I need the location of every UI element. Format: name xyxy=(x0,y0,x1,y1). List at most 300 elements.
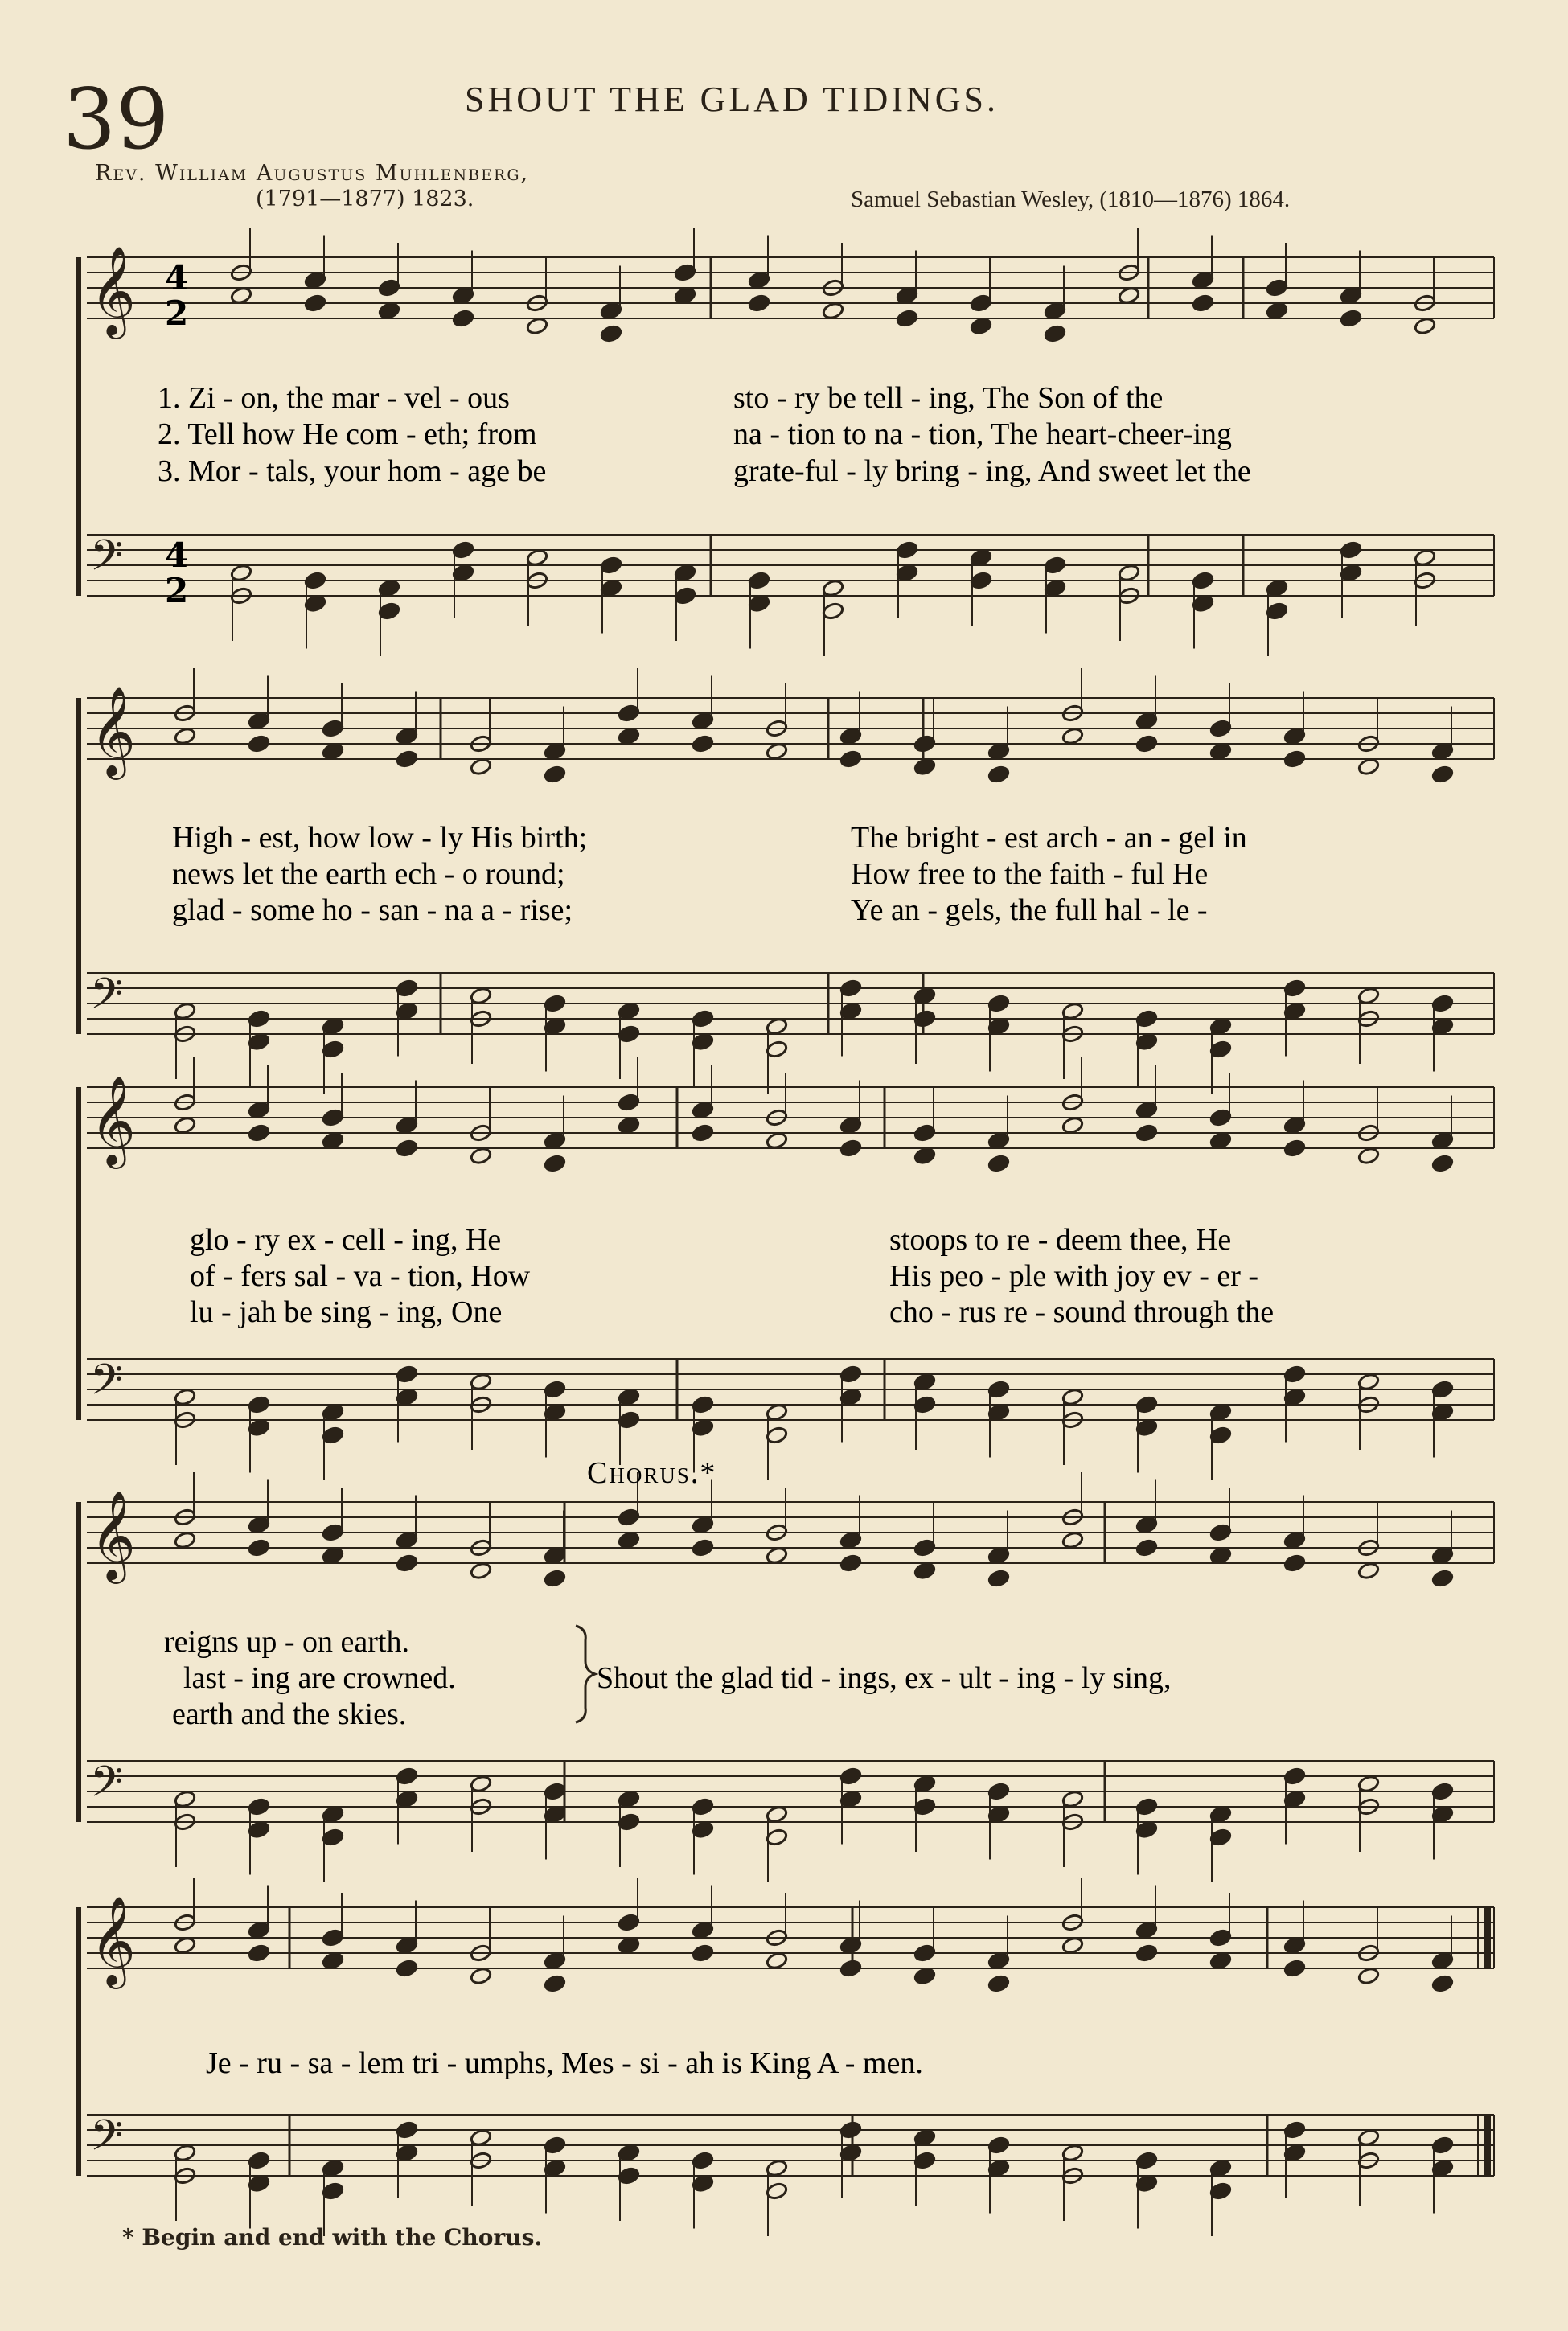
time-sig-top-treble: 4 xyxy=(165,258,189,298)
note-head xyxy=(248,1032,270,1051)
note-head xyxy=(1357,1373,1380,1391)
note-head xyxy=(1209,1805,1232,1824)
note-head xyxy=(839,1388,862,1406)
note-head xyxy=(304,271,326,289)
note-head xyxy=(913,1562,936,1580)
bass-clef: 𝄢 xyxy=(90,1356,124,1415)
note-head xyxy=(839,1365,862,1383)
note-head xyxy=(304,293,326,312)
lyric-s3-v2-a: of - fers sal - va - tion, How xyxy=(190,1259,531,1293)
note-head xyxy=(1044,556,1066,574)
lyric-s1-v2-a: 2. Tell how He com - eth; from xyxy=(158,417,537,451)
hymn-title: SHOUT THE GLAD TIDINGS. xyxy=(465,80,999,119)
lyric-s1-v1-b: sto - ry be tell - ing, The Son of the xyxy=(733,381,1164,415)
note-head xyxy=(470,2128,492,2147)
time-sig-top-bass: 4 xyxy=(165,536,189,575)
note-head xyxy=(766,1546,788,1565)
lyric-s1-v1-a: 1. Zi - on, the mar - vel - ous xyxy=(158,381,510,415)
note-head xyxy=(544,1403,566,1422)
lyric-s4-v3: earth and the skies. xyxy=(172,1697,407,1731)
note-head xyxy=(1061,2144,1084,2162)
note-head xyxy=(1431,2136,1454,2154)
note-head xyxy=(544,994,566,1012)
note-head xyxy=(1283,1790,1306,1808)
note-head xyxy=(396,979,418,997)
note-head xyxy=(322,1017,344,1036)
note-head xyxy=(544,1974,566,1992)
note-head xyxy=(1340,564,1362,582)
note-head xyxy=(913,1009,936,1028)
note-head xyxy=(618,1790,640,1808)
note-head xyxy=(396,2120,418,2139)
note-head xyxy=(1135,734,1158,753)
note-head xyxy=(1209,719,1232,737)
note-head xyxy=(378,278,400,297)
note-head xyxy=(970,548,992,567)
note-head xyxy=(987,1131,1010,1150)
note-head xyxy=(322,1951,344,1970)
note-head xyxy=(174,1936,196,1955)
note-head xyxy=(322,1928,344,1947)
note-head xyxy=(618,2144,640,2162)
note-head xyxy=(618,1531,640,1549)
note-head xyxy=(1209,1928,1232,1947)
note-head xyxy=(766,2181,788,2200)
lyric-s2-v1-b: The bright - est arch - an - gel in xyxy=(851,821,1247,855)
note-head xyxy=(1431,765,1454,783)
note-head xyxy=(1192,571,1214,589)
note-head xyxy=(1431,1569,1454,1587)
lyric-s2-v2-a: news let the earth ech - o round; xyxy=(172,857,565,891)
note-head xyxy=(1283,2144,1306,2162)
hymn-number: 39 xyxy=(63,70,170,168)
note-head xyxy=(1283,1002,1306,1020)
note-head xyxy=(1209,1108,1232,1127)
note-head xyxy=(1135,1516,1158,1534)
note-head xyxy=(1209,2181,1232,2200)
note-head xyxy=(618,2166,640,2185)
note-head xyxy=(378,601,400,620)
note-head xyxy=(896,540,918,559)
note-head xyxy=(618,1508,640,1526)
note-head xyxy=(248,1820,270,1839)
note-head xyxy=(1431,2159,1454,2177)
note-head xyxy=(378,302,400,320)
note-head xyxy=(1431,1782,1454,1800)
note-head xyxy=(913,987,936,1005)
note-head xyxy=(692,1538,714,1557)
note-head xyxy=(1209,1828,1232,1846)
note-head xyxy=(544,1546,566,1565)
note-head xyxy=(1135,1797,1158,1816)
note-head xyxy=(1266,579,1288,597)
treble-clef: 𝄞 xyxy=(90,686,136,776)
note-head xyxy=(1061,1002,1084,1020)
note-head xyxy=(1209,742,1232,761)
note-head xyxy=(1283,1959,1306,1977)
note-head xyxy=(913,734,936,753)
note-head xyxy=(913,1395,936,1414)
note-head xyxy=(692,712,714,730)
note-head xyxy=(896,564,918,582)
note-head xyxy=(1135,1921,1158,1939)
note-head xyxy=(396,1531,418,1549)
note-head xyxy=(839,1790,862,1808)
note-head xyxy=(618,1388,640,1406)
note-head xyxy=(230,564,252,582)
note-head xyxy=(1431,1017,1454,1036)
note-head xyxy=(304,571,326,589)
note-head xyxy=(1209,1403,1232,1422)
note-head xyxy=(470,1775,492,1793)
note-head xyxy=(544,765,566,783)
time-sig-bottom-bass: 2 xyxy=(165,571,189,610)
treble-clef: 𝄞 xyxy=(90,1075,136,1165)
note-head xyxy=(766,1040,788,1058)
note-head xyxy=(987,1782,1010,1800)
note-head xyxy=(1044,302,1066,320)
note-head xyxy=(618,1410,640,1429)
note-head xyxy=(1357,987,1380,1005)
note-head xyxy=(1283,727,1306,745)
note-head xyxy=(470,1967,492,1985)
note-head xyxy=(692,1123,714,1142)
note-head xyxy=(839,1553,862,1572)
note-head xyxy=(1357,757,1380,776)
note-head xyxy=(1135,1123,1158,1142)
note-head xyxy=(1414,317,1436,335)
note-head xyxy=(970,571,992,589)
note-head xyxy=(822,302,844,320)
note-head xyxy=(618,1913,640,1931)
note-head xyxy=(248,1797,270,1816)
note-head xyxy=(396,1959,418,1977)
note-head xyxy=(544,1380,566,1398)
note-head xyxy=(1209,1426,1232,1444)
note-head xyxy=(822,601,844,620)
bass-clef: 𝄢 xyxy=(90,531,124,591)
note-head xyxy=(396,1767,418,1785)
note-head xyxy=(987,1569,1010,1587)
footnote: * Begin and end with the Chorus. xyxy=(122,2224,543,2251)
note-head xyxy=(766,1131,788,1150)
note-head xyxy=(1044,579,1066,597)
note-head xyxy=(913,2151,936,2169)
note-head xyxy=(322,2181,344,2200)
note-head xyxy=(1283,1139,1306,1157)
note-head xyxy=(322,719,344,737)
note-head xyxy=(1061,1388,1084,1406)
note-head xyxy=(913,2128,936,2147)
note-head xyxy=(839,1959,862,1977)
note-head xyxy=(396,1790,418,1808)
note-head xyxy=(544,1951,566,1970)
note-head xyxy=(987,2136,1010,2154)
note-head xyxy=(544,1017,566,1036)
note-head xyxy=(839,1002,862,1020)
note-head xyxy=(1431,1974,1454,1992)
note-head xyxy=(1283,2120,1306,2139)
note-head xyxy=(913,1373,936,1391)
note-head xyxy=(618,1116,640,1135)
note-head xyxy=(470,1147,492,1165)
note-head xyxy=(1209,2159,1232,2177)
note-head xyxy=(618,1936,640,1955)
note-head xyxy=(322,2159,344,2177)
note-head xyxy=(1135,2174,1158,2193)
note-head xyxy=(766,1403,788,1422)
note-head xyxy=(248,1123,270,1142)
note-head xyxy=(1209,1040,1232,1058)
note-head xyxy=(766,742,788,761)
note-head xyxy=(1340,309,1362,327)
note-head xyxy=(304,594,326,613)
note-head xyxy=(600,579,622,597)
note-head xyxy=(913,1538,936,1557)
lyric-s3-v1-b: stoops to re - deem thee, He xyxy=(889,1223,1232,1257)
verse-brace xyxy=(576,1626,595,1722)
note-head xyxy=(1209,1131,1232,1150)
lyric-final-line: Je - ru - sa - lem tri - umphs, Mes - si - ah is King A - men. xyxy=(206,2046,923,2080)
note-head xyxy=(1431,1131,1454,1150)
note-head xyxy=(1135,1418,1158,1437)
note-head xyxy=(1431,1403,1454,1422)
note-head xyxy=(839,1116,862,1135)
note-head xyxy=(248,1921,270,1939)
note-head xyxy=(526,317,548,335)
note-head xyxy=(396,1936,418,1955)
note-head xyxy=(1061,727,1084,745)
note-head xyxy=(1431,1154,1454,1172)
note-head xyxy=(1209,1017,1232,1036)
note-head xyxy=(544,1131,566,1150)
note-head xyxy=(1061,1936,1084,1955)
note-head xyxy=(470,1562,492,1580)
note-head xyxy=(1209,1951,1232,1970)
note-head xyxy=(692,1009,714,1028)
note-head xyxy=(1357,1562,1380,1580)
note-head xyxy=(1357,1775,1380,1793)
note-head xyxy=(618,727,640,745)
note-head xyxy=(970,317,992,335)
note-head xyxy=(1135,1101,1158,1119)
note-head xyxy=(1061,1531,1084,1549)
chorus-label: Chorus.* xyxy=(587,1456,717,1490)
note-head xyxy=(987,1805,1010,1824)
note-head xyxy=(618,1024,640,1043)
note-head xyxy=(766,1828,788,1846)
note-head xyxy=(766,2159,788,2177)
staves xyxy=(79,245,1494,2176)
note-head xyxy=(1118,564,1140,582)
note-head xyxy=(248,734,270,753)
note-head xyxy=(839,1936,862,1955)
note-head xyxy=(174,1002,196,1020)
note-head xyxy=(618,1093,640,1111)
note-head xyxy=(987,1403,1010,1422)
note-head xyxy=(396,1553,418,1572)
note-head xyxy=(526,548,548,567)
note-head xyxy=(544,1154,566,1172)
note-head xyxy=(544,2136,566,2154)
note-head xyxy=(1431,1951,1454,1970)
note-head xyxy=(674,564,696,582)
note-head xyxy=(174,2144,196,2162)
composer-credit: Samuel Sebastian Wesley, (1810—1876) 1864. xyxy=(851,187,1291,212)
note-head xyxy=(1283,979,1306,997)
treble-clef: 𝄞 xyxy=(90,245,136,335)
note-head xyxy=(396,2144,418,2162)
note-head xyxy=(1061,1116,1084,1135)
note-head xyxy=(1283,1365,1306,1383)
note-head xyxy=(1340,286,1362,305)
note-head xyxy=(248,1101,270,1119)
treble-clef: 𝄞 xyxy=(90,1490,136,1580)
note-head xyxy=(748,571,770,589)
lyric-s2-v3-b: Ye an - gels, the full hal - le - xyxy=(851,893,1208,927)
note-head xyxy=(1414,548,1436,567)
note-head xyxy=(174,1790,196,1808)
note-head xyxy=(987,1380,1010,1398)
note-head xyxy=(322,1546,344,1565)
note-head xyxy=(748,293,770,312)
note-head xyxy=(896,309,918,327)
note-head xyxy=(1283,1553,1306,1572)
note-head xyxy=(174,1388,196,1406)
note-head xyxy=(248,2174,270,2193)
note-head xyxy=(544,2159,566,2177)
note-head xyxy=(396,1002,418,1020)
note-head xyxy=(1283,1767,1306,1785)
lyricist-dates: (1791—1877) 1823. xyxy=(256,187,474,211)
note-head xyxy=(1135,712,1158,730)
note-head xyxy=(1135,1009,1158,1028)
note-head xyxy=(839,1531,862,1549)
note-head xyxy=(1135,1538,1158,1557)
note-head xyxy=(452,540,474,559)
note-head xyxy=(766,1951,788,1970)
lyric-s3-v3-b: cho - rus re - sound through the xyxy=(889,1295,1275,1329)
note-head xyxy=(544,1805,566,1824)
bass-clef: 𝄢 xyxy=(90,2111,124,2171)
note-head xyxy=(1118,286,1140,305)
note-head xyxy=(1135,1943,1158,1962)
note-head xyxy=(174,1531,196,1549)
note-head xyxy=(839,979,862,997)
note-head xyxy=(692,1921,714,1939)
time-sig-bottom-treble: 2 xyxy=(165,293,189,333)
note-head xyxy=(692,1101,714,1119)
note-head xyxy=(1135,2151,1158,2169)
note-head xyxy=(674,586,696,605)
note-head xyxy=(1209,1523,1232,1541)
note-head xyxy=(839,1139,862,1157)
note-head xyxy=(839,2120,862,2139)
note-head xyxy=(248,1943,270,1962)
note-head xyxy=(618,704,640,722)
lyric-s1-v2-b: na - tion to na - tion, The heart-cheer-ing xyxy=(733,417,1233,451)
note-head xyxy=(396,727,418,745)
lyricist-credit: Rev. William Augustus Muhlenberg, xyxy=(95,161,530,186)
note-head xyxy=(1431,1805,1454,1824)
note-head xyxy=(1340,540,1362,559)
note-head xyxy=(913,1967,936,1985)
note-head xyxy=(470,757,492,776)
note-head xyxy=(987,765,1010,783)
note-head xyxy=(896,286,918,305)
note-head xyxy=(1357,1967,1380,1985)
note-head xyxy=(970,293,992,312)
lyric-s1-v3-a: 3. Mor - tals, your hom - age be xyxy=(158,454,547,488)
note-head xyxy=(692,1032,714,1051)
note-head xyxy=(1266,278,1288,297)
note-head xyxy=(544,1569,566,1587)
note-head xyxy=(748,271,770,289)
note-head xyxy=(987,1017,1010,1036)
note-head xyxy=(452,564,474,582)
note-head xyxy=(1061,1790,1084,1808)
note-head xyxy=(692,1943,714,1962)
note-head xyxy=(1431,1380,1454,1398)
note-head xyxy=(692,1395,714,1414)
note-head xyxy=(600,556,622,574)
note-head xyxy=(322,1040,344,1058)
lyric-s2-v3-a: glad - some ho - san - na a - rise; xyxy=(172,893,573,927)
note-head xyxy=(1135,1032,1158,1051)
note-head xyxy=(692,2174,714,2193)
note-head xyxy=(248,1516,270,1534)
note-head xyxy=(1431,994,1454,1012)
note-head xyxy=(692,734,714,753)
note-head xyxy=(1283,1936,1306,1955)
note-head xyxy=(1283,749,1306,768)
note-head xyxy=(544,1782,566,1800)
note-head xyxy=(674,263,696,281)
note-head xyxy=(230,286,252,305)
treble-clef: 𝄞 xyxy=(90,1895,136,1985)
note-head xyxy=(987,742,1010,761)
note-head xyxy=(822,579,844,597)
note-head xyxy=(692,1797,714,1816)
note-head xyxy=(913,1147,936,1165)
note-head xyxy=(322,1523,344,1541)
note-head xyxy=(766,1017,788,1036)
lyric-chorus-refrain: Shout the glad tid - ings, ex - ult - ing - ly sing, xyxy=(597,1661,1172,1695)
note-head xyxy=(1135,1820,1158,1839)
note-head xyxy=(396,1365,418,1383)
note-head xyxy=(1044,324,1066,343)
note-head xyxy=(692,1820,714,1839)
note-head xyxy=(839,749,862,768)
note-head xyxy=(913,1123,936,1142)
note-head xyxy=(470,987,492,1005)
note-head xyxy=(452,286,474,305)
note-head xyxy=(174,1116,196,1135)
note-head xyxy=(248,1418,270,1437)
note-head xyxy=(748,594,770,613)
lyric-s3-v3-a: lu - jah be sing - ing, One xyxy=(190,1295,503,1329)
lyric-s2-v1-a: High - est, how low - ly His birth; xyxy=(172,821,588,855)
note-head xyxy=(839,1767,862,1785)
note-head xyxy=(1431,1546,1454,1565)
note-head xyxy=(692,1516,714,1534)
note-head xyxy=(1266,302,1288,320)
note-head xyxy=(248,1009,270,1028)
note-head xyxy=(396,1116,418,1135)
lyric-s4-v2: last - ing are crowned. xyxy=(183,1661,456,1695)
note-head xyxy=(1192,293,1214,312)
note-head xyxy=(987,1974,1010,1992)
